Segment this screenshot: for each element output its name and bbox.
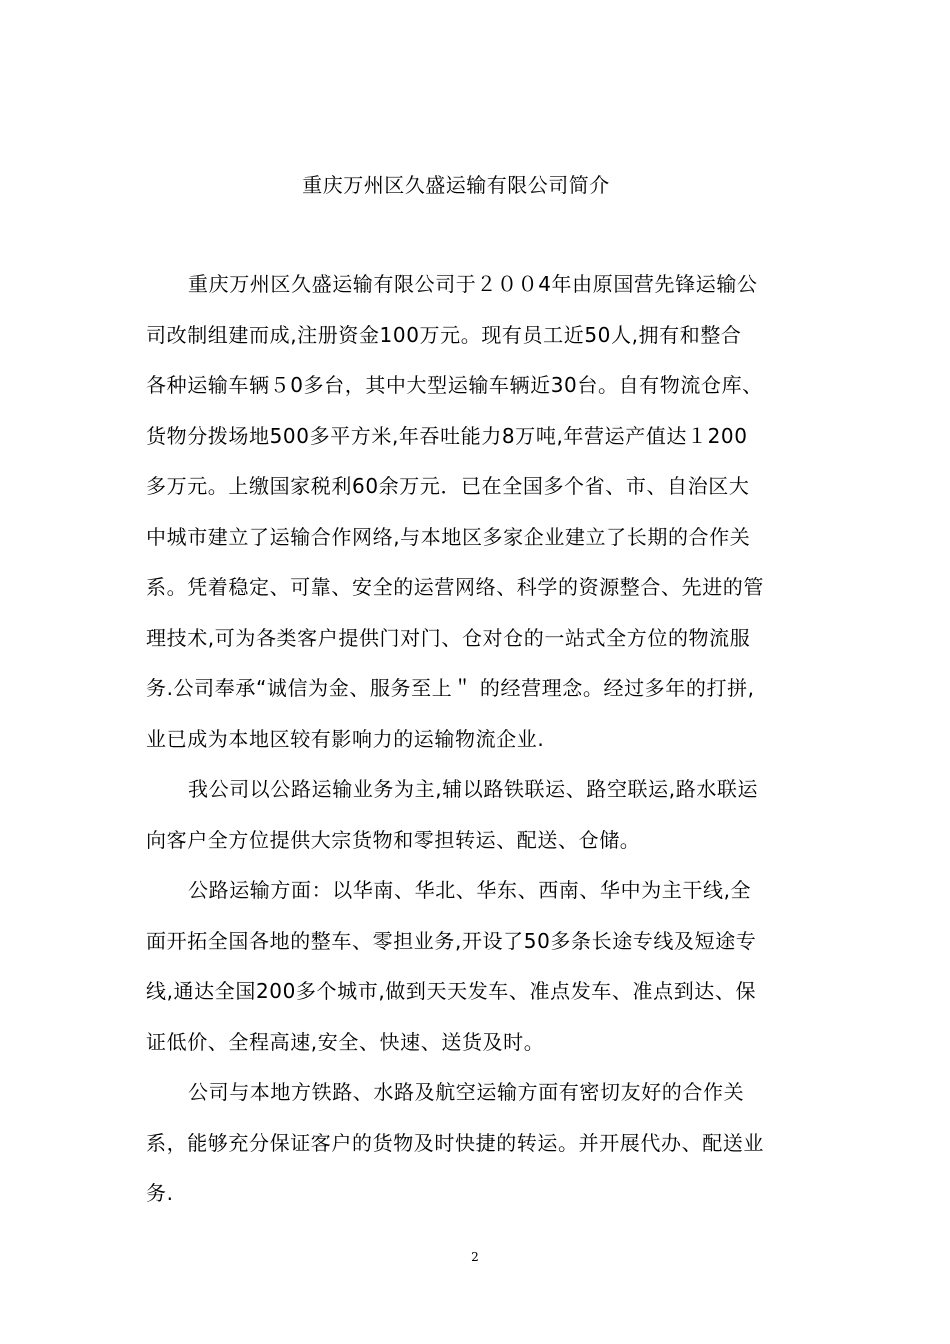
text-line: 证低价、全程高速,安全、快速、送货及时。 xyxy=(146,1029,545,1054)
text-line: 业已成为本地区较有影响力的运输物流企业. xyxy=(146,726,545,751)
text-line: 务.公司奉承“诚信为金、服务至上＂ 的经营理念。经过多年的打拼, xyxy=(146,676,755,700)
page-number: 2 xyxy=(471,1250,479,1264)
text-line: 向客户全方位提供大宗货物和零担转运、配送、仓储。 xyxy=(146,827,641,852)
text-line: 司改制组建而成,注册资金100万元。现有员工近50人,拥有和整合 xyxy=(146,322,742,347)
text-line: 理技术,可为各类客户提供门对门、仓对仓的一站式全方位的物流服 xyxy=(146,625,751,650)
document-title: 重庆万州区久盛运输有限公司简介 xyxy=(302,173,610,197)
text-line: 多万元。上缴国家税利60余万元．已在全国多个省、市、自治区大 xyxy=(146,474,750,498)
text-line: 重庆万州区久盛运输有限公司于２００4年由原国营先锋运输公 xyxy=(188,272,758,296)
paragraph-business-scope xyxy=(146,773,826,874)
text-line: 货物分拨场地500多平方米,年吞吐能力8万吨,年营运产值达１200 xyxy=(146,423,748,448)
text-line: 线,通达全国200多个城市,做到天天发车、准点发车、准点到达、保 xyxy=(146,979,757,1003)
text-line: 我公司以公路运输业务为主,辅以路铁联运、路空联运,路水联运 xyxy=(188,777,759,801)
text-line: 中城市建立了运输合作网络,与本地区多家企业建立了长期的合作关 xyxy=(146,524,751,549)
paragraph-road-transport xyxy=(146,874,826,1076)
text-line: 系，能够充分保证客户的货物及时快捷的转运。并开展代办、配送业 xyxy=(146,1130,764,1155)
text-line: 公司与本地方铁路、水路及航空运输方面有密切友好的合作关 xyxy=(188,1080,745,1104)
text-line: 各种运输车辆５0多台，其中大型运输车辆近30台。自有物流仓库、 xyxy=(146,373,763,397)
text-line: 系。凭着稳定、可靠、安全的运营网络、科学的资源整合、先进的管 xyxy=(146,575,764,599)
text-line: 面开拓全国各地的整车、零担业务,开设了50多条长途专线及短途专 xyxy=(146,928,757,953)
paragraph-partnerships xyxy=(146,1076,826,1228)
text-line: 务. xyxy=(146,1181,174,1205)
text-line: 公路运输方面：以华南、华北、华东、西南、华中为主干线,全 xyxy=(188,878,752,902)
document-body xyxy=(146,268,826,1228)
paragraph-company-overview xyxy=(146,268,826,773)
